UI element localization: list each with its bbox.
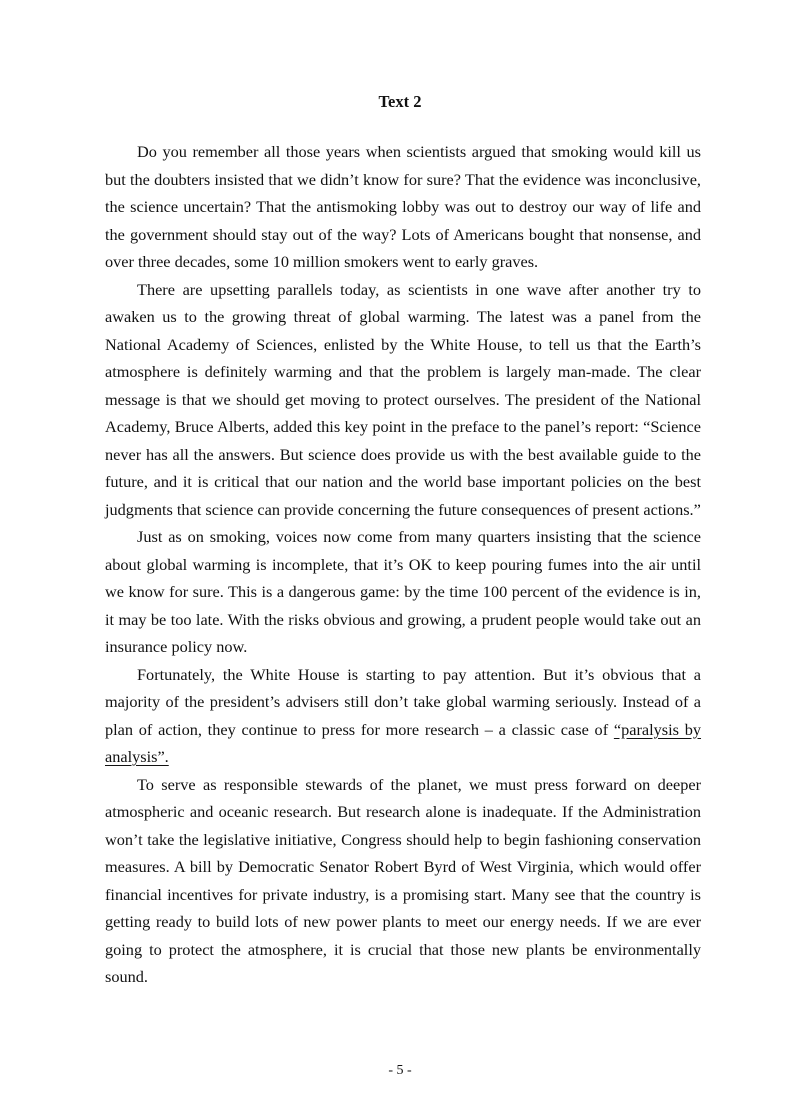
paragraph-5: To serve as responsible stewards of the planet, we must press forward on deeper atmospheric and oceanic research. But research alone is inadequate. If the Administration won’t take the legislative initiative, Congress should help to begin fashioning conservation measures. A bill by Democratic Senator Robert Byrd of West Virginia, which would offer financial incentives for private industry, is a promising start. Many see that the country is getting ready to build lots of new power plants to meet our energy needs. If we are ever going to protect the atmosphere, it is crucial that those new plants be environmentally sound. (105, 774, 701, 986)
page-number: - 5 - (388, 1063, 412, 1078)
page-title: Text 2 (378, 92, 422, 111)
paragraph-3: Just as on smoking, voices now come from many quarters insisting that the science about global warming is incomplete, that it’s OK to keep pouring fumes into the air until we know for sure. This is a dangerous game: by the time 100 percent of the evidence is in, it may be too late. With the risks obvious and growing, a prudent people would take out an insurance policy now. (105, 527, 701, 656)
paragraph-2: There are upsetting parallels today, as scientists in one wave after another try to awaken us to the growing threat of global warming. The latest was a panel from the National Academy of Sciences, enlisted by the White House, to tell us that the Earth’s atmosphere is definitely warming and that the problem is largely man-made. The clear message is that we should get moving to protect ourselves. The president of the National Academy, Bruce Alberts, added this key point in the preface to the panel’s report: “Science never has all the answers. But science does provide us with the best available guide to the future, and it is critical that our nation and the world base important policies on the best judgments that science can provide concerning the future consequences of present actions.” (105, 279, 701, 519)
paragraph-4 (105, 661, 701, 771)
underlined-phrase: “paralysis by analysis”. (105, 719, 702, 766)
paragraph-1: Do you remember all those years when scientists argued that smoking would kill us but the doubters insisted that we didn’t know for sure? That the evidence was inconclusive, the science uncertain? That the antismoking lobby was out to destroy our way of life and the government should stay out of the way? Lots of Americans bought that nonsense, and over three decades, some 10 million smokers went to early graves. (105, 142, 701, 271)
article-body (105, 138, 701, 991)
paragraph-4-text: Fortunately, the White House is starting to pay attention. But it’s obvious that a majority of the president’s advisers still don’t take global warming seriously. Instead of a plan of action, they continue to press for more research – a classic case of (105, 664, 701, 739)
